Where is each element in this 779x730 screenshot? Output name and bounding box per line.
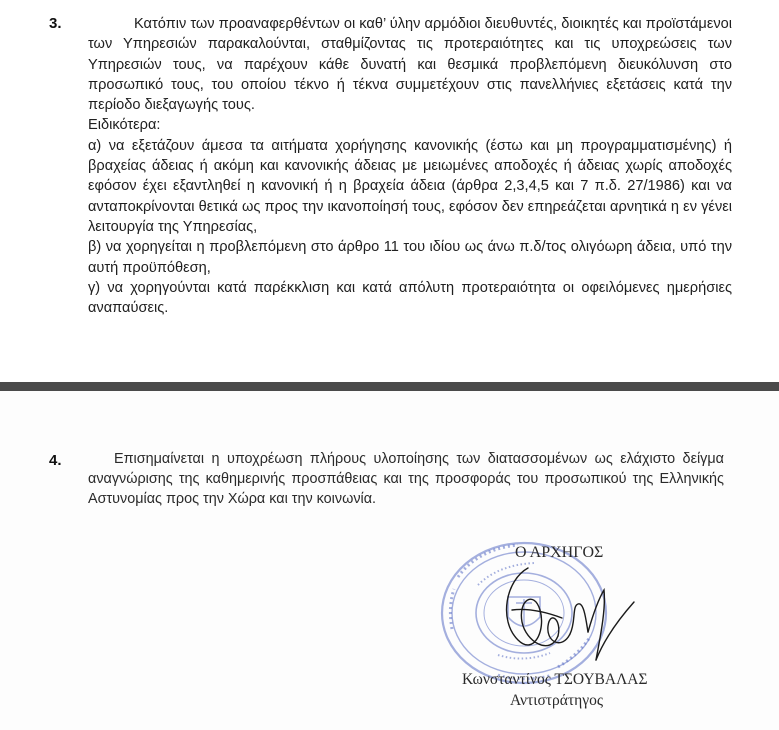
section-4-number: 4. <box>49 452 62 469</box>
handwritten-signature <box>488 560 638 670</box>
signatory-name: Κωνσταντίνος ΤΣΟΥΒΑΛΑΣ <box>462 671 648 688</box>
section-3-body <box>88 14 732 318</box>
section-3-intro: Κατόπιν των προαναφερθέντων οι καθ’ ύλην αρμόδιοι διευθυντές, διοικητές και προϊστάμενοι των Υπηρεσιών παρακαλούνται, σταθμίζοντας τις προτεραιότητες και τις υποχρεώσεις των Υπηρεσιών τους, να παρέχουν κάθε δυνατή και θεσμικά προβλεπόμενη διευκόλυνση στο προσωπικό τους, του οποίου τέκνο ή τέκνα συμμετέχουν στις πανελλήνιες εξετάσεις κατά την περίοδο διεξαγωγής τους. <box>88 16 732 114</box>
section-3-item-c: γ) να χορηγούνται κατά παρέκκλιση και κατά απόλυτη προτεραιότητα οι οφειλόμενες ημερήσιες αναπαύσεις. <box>88 279 732 317</box>
section-3-item-b: β) να χορηγείται η προβλεπόμενη στο άρθρο 11 του ιδίου ως άνω π.δ/τος ολιγόωρη άδεια, υπό την αυτή προϋπόθεση, <box>88 239 732 276</box>
page-separator <box>0 382 779 391</box>
signatory-title: Ο ΑΡΧΗΓΟΣ <box>515 544 604 561</box>
signatory-rank: Αντιστράτηγος <box>510 692 603 709</box>
section-3-specifically: Ειδικότερα: <box>88 117 161 134</box>
section-4-text: Επισημαίνεται η υποχρέωση πλήρους υλοποίησης των διατασσομένων ως ελάχιστο δείγμα αναγνώρισης της καθημερινής προσπάθειας και της προσφοράς του προσωπικού της Ελληνικής Αστυνομίας προς την Χώρα και την κοινωνία. <box>88 451 724 507</box>
section-3-number: 3. <box>49 15 62 32</box>
document-page-bottom <box>0 391 779 730</box>
section-3-item-a: α) να εξετάζουν άμεσα τα αιτήματα χορήγησης κανονικής (έστω και μη προγραμματισμένης) ή βραχείας άδειας ή ακόμη και κανονικής άδειας με μειωμένες αποδοχές ή άδειας χωρίς αποδοχές εφόσον έχει εξαντληθεί η κανονική ή η βραχεία άδεια (άρθρα 2,3,4,5 και 7 π.δ. 27/1986) και να ανταποκρίνονται θετικά ως προς την ικανοποίησή τους, εφόσον δεν επηρεάζεται αρνητικά η εν γένει λειτουργία της Υπηρεσίας, <box>88 137 732 235</box>
